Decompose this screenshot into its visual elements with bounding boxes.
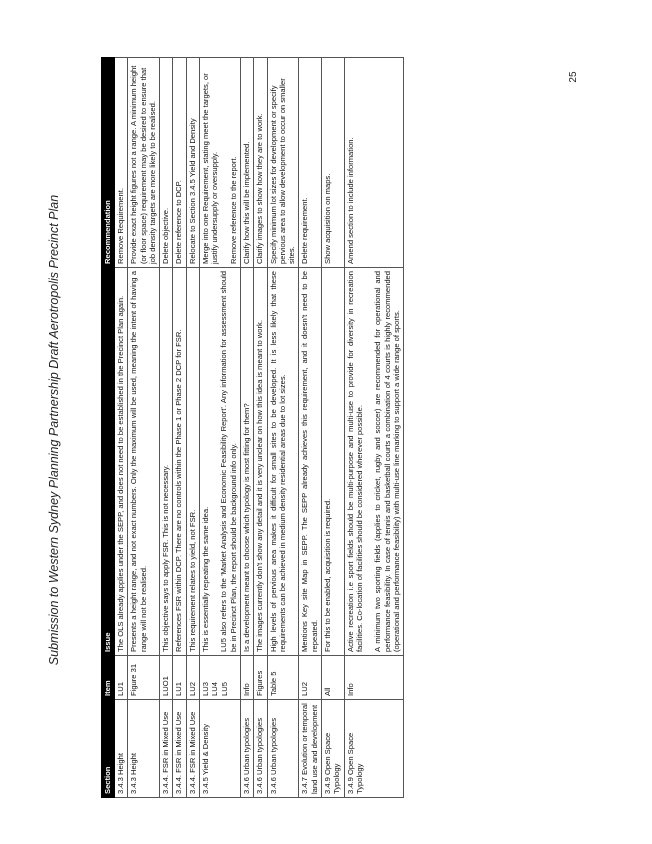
cell-recommendation	[115, 58, 128, 268]
cell-recommendation	[160, 58, 173, 268]
table-row	[115, 58, 128, 798]
item-code: Table 5	[268, 671, 278, 696]
table-row	[128, 58, 160, 798]
cell-item	[200, 656, 241, 700]
item-code: Figures	[255, 670, 265, 696]
paragraph-gap	[220, 61, 229, 264]
cell-recommendation	[344, 58, 403, 268]
cell-issue	[173, 268, 186, 656]
cell-section: 3.4.4. FSR in Mixed Use	[160, 700, 173, 798]
recommendation-paragraph: Clarify how this will be implemented.	[241, 141, 251, 264]
cell-issue	[186, 268, 199, 656]
table-row	[240, 58, 253, 798]
issue-paragraph: This requirement relates to yield, not FSR.	[187, 509, 197, 652]
issue-paragraph: Active recreation i.e sport fields should be multi-purpose and multi-use to provide for diversity in recreation facilities. Co-location of facilities should be considered wherever possible.	[345, 271, 364, 652]
cell-item	[254, 656, 267, 700]
recommendation-paragraph: Provide exact height figures not a range. A minimum height (or floor space) requirement may be desired to ensure that job density targets are more likely to be realised.	[129, 65, 157, 264]
item-code: LU1	[116, 682, 125, 696]
paragraph-gap	[364, 271, 373, 652]
recommendation-paragraph: Delete reference to DCP.	[174, 180, 184, 264]
issue-paragraph: A minimum two sporting fields (applies to cricket, rugby and soccer) are recommended for operational and performance feasibility. In case of tennis and basketball courts a combination of 4 courts is highly recommended (operational and performance feasibility) with multi-use line marking to support a wide range of sports.	[373, 271, 401, 652]
item-code: LU5	[219, 682, 229, 696]
paragraph-gap	[210, 271, 219, 652]
recommendation-paragraph: Delete requirement.	[300, 197, 310, 264]
recommendation-paragraph: Delete objective.	[161, 207, 171, 264]
cell-issue	[267, 268, 299, 656]
column-header-section: Section	[102, 700, 115, 798]
recommendation-paragraph: Remove Requirement.	[116, 188, 125, 264]
cell-item	[240, 656, 253, 700]
issue-paragraph: For this to be enabled, acquisition is required.	[323, 498, 333, 652]
recommendations-table-container	[101, 58, 547, 798]
issue-paragraph: High levels of pervious area makes it difficult for small sites to be developed. It is less likely that these requirements can be achieved in medium density residential areas due to lot sizes.	[268, 271, 287, 652]
recommendation-paragraph: Merge into one Requirement, stating meet the targets, or justify undersupply or oversupply.	[201, 73, 220, 264]
table-header-row	[102, 58, 115, 798]
item-code: LU2	[300, 682, 310, 696]
recommendation-paragraph: Remove reference to the report.	[228, 156, 238, 264]
table-row	[322, 58, 345, 798]
table-row	[160, 58, 173, 798]
cell-recommendation	[186, 58, 199, 268]
cell-item	[322, 656, 345, 700]
recommendation-paragraph: Clarify images to show how they are to work.	[255, 113, 265, 264]
item-code: Info	[241, 683, 251, 696]
item-code: LU4	[210, 682, 220, 696]
issue-paragraph: LU5 also refers to the 'Market Analysis and Economic Feasibility Report'. Any information for assessment should be in Precinct Plan, the report should be background info only.	[219, 271, 238, 652]
issue-paragraph: The OLS already applies under the SEPP, and does not need to be established in the Precinct Plan again.	[116, 295, 125, 652]
column-header-recommendation: Recommendation	[102, 58, 115, 268]
cell-section: 3.4.9 Open Space Typology	[344, 700, 403, 798]
cell-issue	[299, 268, 322, 656]
recommendation-paragraph: Relocate to Section 3.4.5 Yield and Density	[187, 118, 197, 264]
cell-issue	[254, 268, 267, 656]
issue-paragraph: The images currently don't show any detail and it is very unclear on how this idea is meant to work.	[255, 320, 265, 652]
cell-item	[344, 656, 403, 700]
cell-issue	[115, 268, 128, 656]
recommendation-paragraph: Show acquisition on maps.	[323, 173, 333, 264]
item-code: LU3	[201, 682, 211, 696]
cell-recommendation	[299, 58, 322, 268]
cell-issue	[240, 268, 253, 656]
cell-recommendation	[128, 58, 160, 268]
cell-section: 3.4.7 Evolution or temporal land use and development	[299, 700, 322, 798]
cell-recommendation	[254, 58, 267, 268]
cell-recommendation	[322, 58, 345, 268]
cell-item	[128, 656, 160, 700]
cell-recommendation	[173, 58, 186, 268]
item-code: LU1	[174, 682, 184, 696]
cell-issue	[200, 268, 241, 656]
cell-item	[173, 656, 186, 700]
cell-issue	[344, 268, 403, 656]
table-row	[254, 58, 267, 798]
issue-paragraph: Presents a height range, and not exact numbers. Only the maximum will be used, meaning the intent of having a range will not be realised.	[129, 271, 148, 652]
item-code: LUO1	[161, 676, 171, 696]
issue-paragraph: Mentions Key site Map in SEPP. The SEPP already achieves this requirement, and it doesn't need to be repeated.	[300, 271, 319, 652]
cell-section: 3.4.4. FSR in Mixed Use	[186, 700, 199, 798]
cell-section: 3.4.6 Urban typologies	[254, 700, 267, 798]
issue-paragraph: Is a development meant to choose which typology is most fitting for them?	[241, 403, 251, 652]
cell-section: 3.4.4. FSR in Mixed Use	[173, 700, 186, 798]
issue-paragraph: This objective says to apply FSR. This is not necessary.	[161, 464, 171, 652]
cell-item	[160, 656, 173, 700]
page-header-title: Submission to Western Sydney Planning Partnership Draft Aerotropolis Precinct Plan	[47, 194, 61, 666]
page-number: 25	[568, 71, 579, 83]
item-code: LU2	[187, 682, 197, 696]
column-header-issue: Issue	[102, 268, 115, 656]
cell-item	[186, 656, 199, 700]
cell-recommendation	[240, 58, 253, 268]
cell-item	[267, 656, 299, 700]
cell-item	[115, 656, 128, 700]
table-row	[344, 58, 403, 798]
cell-section: 3.4.9 Open Space Typology	[322, 700, 345, 798]
cell-section: 3.4.6 Urban typologies	[240, 700, 253, 798]
recommendations-table	[101, 57, 404, 798]
cell-section: 3.4.5 Yield & Density	[200, 700, 241, 798]
table-row	[173, 58, 186, 798]
issue-paragraph: This is essentially repeating the same idea.	[201, 506, 211, 652]
cell-issue	[128, 268, 160, 656]
cell-section: 3.4.3 Height	[115, 700, 128, 798]
cell-issue	[322, 268, 345, 656]
cell-recommendation	[200, 58, 241, 268]
item-code: All	[323, 687, 333, 696]
issue-paragraph: References FSR within DCP. There are no controls within the Phase 1 or Phase 2 DCP for FSR.	[174, 329, 184, 652]
cell-issue	[160, 268, 173, 656]
cell-item	[299, 656, 322, 700]
item-code: Figure 31	[129, 663, 139, 696]
column-header-item: Item	[102, 656, 115, 700]
recommendation-paragraph: Specify minimum lot sizes for development or specify pervious area to allow development to occur on smaller sites.	[268, 78, 297, 264]
cell-section: 3.4.3 Height	[128, 700, 160, 798]
recommendation-paragraph: Amend section to include information.	[345, 137, 355, 264]
item-code: Info	[345, 683, 355, 696]
table-row	[200, 58, 241, 798]
table-row	[186, 58, 199, 798]
cell-section: 3.4.6 Urban typologies	[267, 700, 299, 798]
table-row	[299, 58, 322, 798]
table-row	[267, 58, 299, 798]
cell-recommendation	[267, 58, 299, 268]
table-body	[115, 58, 404, 798]
